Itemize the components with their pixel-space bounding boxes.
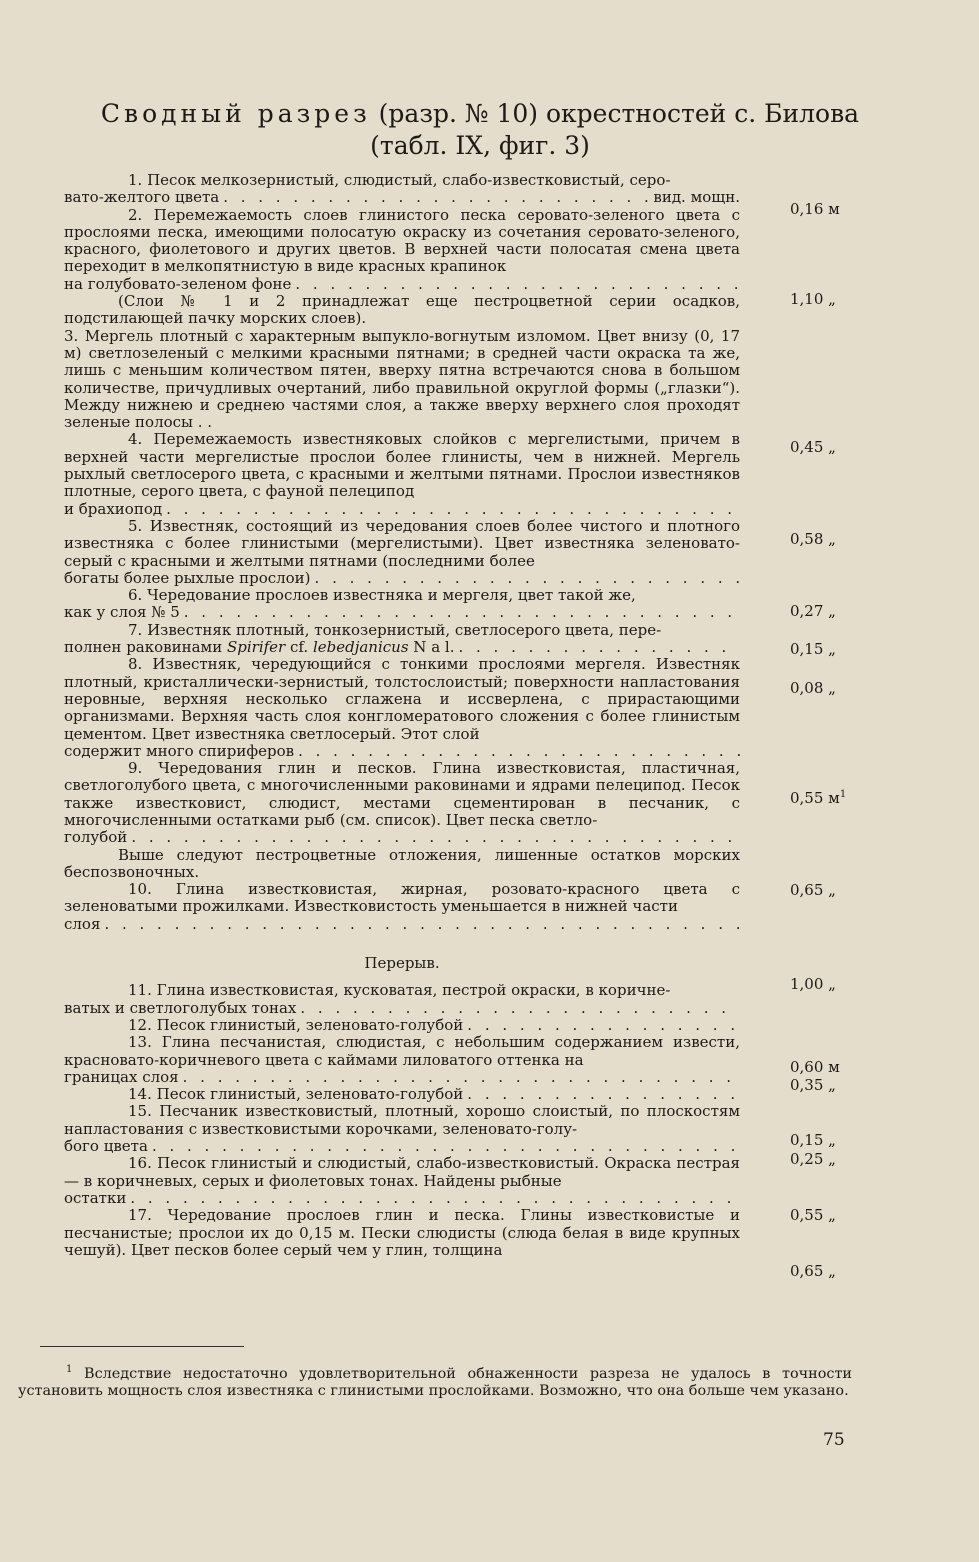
entry-8 bbox=[64, 656, 740, 760]
thickness-8: 0,55 $м^1$ bbox=[790, 789, 847, 807]
entry-last-line: 14. Песок глинистый, зеленовато-голубой bbox=[128, 1086, 464, 1104]
entry-16 bbox=[64, 1155, 740, 1207]
entry-11 bbox=[64, 982, 740, 1017]
entry-last-line: как у слоя № 5 bbox=[64, 604, 180, 622]
entry-text: 9. Чередования глин и песков. Глина известковистая, пластичная, светлоголубого цвета, с многочисленными раковинами и ядрами пелеципод. Песок также известковист, слюдист, местами сцементирован в песчаник, с многочисленными остатками рыб (см. список). Цвет песка светло- bbox=[64, 759, 740, 829]
entry-last-line: на голубовато-зеленом фоне bbox=[64, 275, 292, 293]
entry-text: 2. Перемежаемость слоев глинистого песка серовато-зеленого цвета с прослоями песка, имеющими полосатую окраску из сочетания серовато-зеленого, красного, фиолетового и других цветов. В верхней части полосатая смена цвета переходит в мелкопятнистую в виде красных крапинок bbox=[64, 205, 740, 276]
footnote-mark: 1 bbox=[66, 1364, 73, 1375]
thickness-10: 1,00 „ bbox=[790, 975, 836, 993]
thickness-9: 0,65 „ bbox=[790, 881, 836, 899]
entry-text: 5. Известняк, состоящий из чередования слоев более чистого и плотного известняка с более глинистыми (мергелистыми). Цвет известняка зеленовато-серый с красными и желтыми пятнами (последними более bbox=[64, 516, 740, 570]
entry-last-line: ватых и светлоголубых тонах bbox=[64, 999, 297, 1017]
entry-text: 17. Чередование прослоев глин и песка. Глины известковистые и песчанистые; прослои их до 0,15 м. Пески слюдисты (слюда белая в виде крупных чешуй). Цвет песков более серый чем у глин, толщина bbox=[64, 1206, 740, 1259]
entry-last-line: и брахиопод bbox=[64, 500, 163, 518]
entry-last-line: богаты более рыхлые прослои) bbox=[64, 569, 311, 587]
thickness-14: 0,25 „ bbox=[790, 1150, 836, 1168]
entry-text: 8. Известняк, чередующийся с тонкими прослоями мергеля. Известняк плотный, кристаллически-зернистый, толстослоистый; поверхности напластования неровные, верхняя несколько сглажена и исcверлена, с прирастающими организмами. Верхняя часть слоя конгломератового сложения с более глинистым цементом. Цвет известняка светлосерый. Этот слой bbox=[64, 655, 740, 743]
entry-text: 11. Глина известковистая, кусковатая, пестрой окраски, в коричне- bbox=[128, 981, 671, 1000]
entry-17 bbox=[64, 1207, 740, 1259]
title-line2: (табл. IX, фиг. 3) bbox=[370, 131, 590, 160]
thickness-11: 0,60 м bbox=[790, 1058, 840, 1076]
entry-14 bbox=[64, 1086, 740, 1103]
thickness-16: 0,65 „ bbox=[790, 1262, 836, 1280]
entry-text: 15. Песчаник известковистый, плотный, хорошо слоистый, по плоскостям напластования с известковистыми корочками, зеленовато-голу- bbox=[64, 1102, 740, 1138]
entry-10 bbox=[64, 881, 740, 933]
entry-last-line: бого цвета bbox=[64, 1138, 148, 1156]
entry-5 bbox=[64, 518, 740, 587]
entry-text: 4. Перемежаемость известняковых слойков с мергелистыми, причем в верхней части мергелистые прослои более глинисты, чем в нижней. Мергель рыхлый светлосерого цвета, с красными и желтыми пятнами. Прослои известняков плотные, серого цвета, с фауной пелеципод bbox=[64, 430, 740, 501]
thickness-7: 0,08 „ bbox=[790, 679, 836, 697]
thickness-13: 0,15 „ bbox=[790, 1131, 836, 1149]
footnote-text: Вследствие недостаточно удовлетворительной обнаженности разреза не удалось в точности установить мощность слоя известняка с глинистыми прослойками. Возможно, что она больше чем указано. bbox=[18, 1365, 852, 1400]
thickness-1: 0,16 м bbox=[790, 200, 840, 218]
title-spaced: Сводный разрез bbox=[100, 99, 371, 128]
break-heading: Перерыв. bbox=[364, 954, 440, 973]
page-title bbox=[100, 98, 860, 162]
thickness-12: 0,35 „ bbox=[790, 1076, 836, 1094]
entry-text: 1. Песок мелкозернистый, слюдистый, слабо-известковистый, серо- bbox=[128, 171, 671, 189]
entry-text: 6. Чередование прослоев известняка и мергеля, цвет такой же, bbox=[128, 586, 636, 605]
entry-last-line: вато-желтого цвета bbox=[64, 189, 220, 207]
entry-last-line: содержит много спириферов bbox=[64, 742, 295, 760]
thickness-6: 0,15 „ bbox=[790, 640, 836, 658]
note-1: (Слои № 1 и 2 принадлежат еще пестроцветной серии осадков, подстилающей пачку морских слоев). bbox=[64, 292, 740, 328]
entry-9 bbox=[64, 760, 740, 846]
thickness-15: 0,55 „ bbox=[790, 1206, 836, 1224]
entry-15 bbox=[64, 1103, 740, 1155]
entry-last-line: голубой bbox=[64, 829, 128, 847]
footnote bbox=[18, 1361, 852, 1401]
entry-4 bbox=[64, 431, 740, 517]
thickness-2: 1,10 „ bbox=[790, 290, 836, 308]
title-rest: (разр. № 10) окрестностей с. Билова bbox=[378, 99, 860, 128]
entry-last-pre: полнен раковинами bbox=[64, 639, 227, 657]
entry-text: 13. Глина песчанистая, слюдистая, с небольшим содержанием извести, красновато-коричневого цвета с каймами лиловатого оттенка на bbox=[64, 1033, 740, 1069]
entry-last-line: остатки bbox=[64, 1189, 127, 1207]
page-number: 75 bbox=[823, 1430, 845, 1450]
entry-2 bbox=[64, 207, 740, 293]
entry-text: 3. Мергель плотный с характерным выпукло-вогнутым изломом. Цвет внизу (0, 17 м) светлозеленый с мелкими красными пятнами; в средней части окраска та же, лишь с меньшим количеством пятен, вверху пятна встречаются снова в большом количестве, причудливых очертаний, либо правильной округлой формы („глазки“). Между нижнею и среднею частями слоя, а также вверху верхнего слоя проходят зеленые полосы bbox=[64, 327, 740, 432]
entry-text: 16. Песок глинистый и слюдистый, слабо-известковистый. Окраска пестрая — в коричневых, серых и фиолетовых тонах. Найдены рыбные bbox=[64, 1154, 740, 1190]
section-body bbox=[64, 172, 740, 1259]
entry-12 bbox=[64, 1017, 740, 1034]
entry-text: 10. Глина известковистая, жирная, розовато-красного цвета с зеленоватыми прожилками. Известковистость уменьшается в нижней части bbox=[64, 880, 740, 916]
note-2: Выше следуют пестроцветные отложения, лишенные остатков морских беспозвоночных. bbox=[64, 845, 740, 881]
footnote-ref: 1 bbox=[839, 789, 847, 800]
entry-3: 3. Мергель плотный с характерным выпукло-вогнутым изломом. Цвет внизу (0, 17 м) светлозеленый с мелкими красными пятнами; в средней части окраска та же, лишь с меньшим количеством пятен, вверху пятна встречаются снова в большом количестве, причудливых очертаний, либо правильной округлой формы („глазки“). Между нижнею и среднею частями слоя, а также вверху верхнего слоя проходят зеленые полосы . . bbox=[64, 327, 740, 432]
thickness-5: 0,27 „ bbox=[790, 602, 836, 620]
entry-tail: вид. мощн. bbox=[653, 189, 740, 207]
entry-last-line: слоя bbox=[64, 915, 101, 933]
entry-last-line: границах слоя bbox=[64, 1068, 179, 1086]
entry-7: 7. Известняк плотный, тонкозернистый, светлосерого цвета, пере- полнен раковинами Spirifer cf. lebedjanicus N a l. . . . bbox=[64, 622, 740, 657]
entry-1 bbox=[64, 172, 740, 207]
footnote-divider bbox=[40, 1346, 244, 1347]
entry-last-line: 12. Песок глинистый, зеленовато-голубой bbox=[128, 1016, 464, 1034]
entry-13 bbox=[64, 1034, 740, 1086]
thickness-4: 0,58 „ bbox=[790, 530, 836, 548]
species-name: lebedjanicus bbox=[312, 639, 409, 657]
species-genus: Spirifer bbox=[226, 639, 286, 657]
thickness-3: 0,45 „ bbox=[790, 438, 836, 456]
entry-6 bbox=[64, 587, 740, 622]
entry-text: 7. Известняк плотный, тонкозернистый, светлосерого цвета, пере- bbox=[128, 620, 662, 639]
